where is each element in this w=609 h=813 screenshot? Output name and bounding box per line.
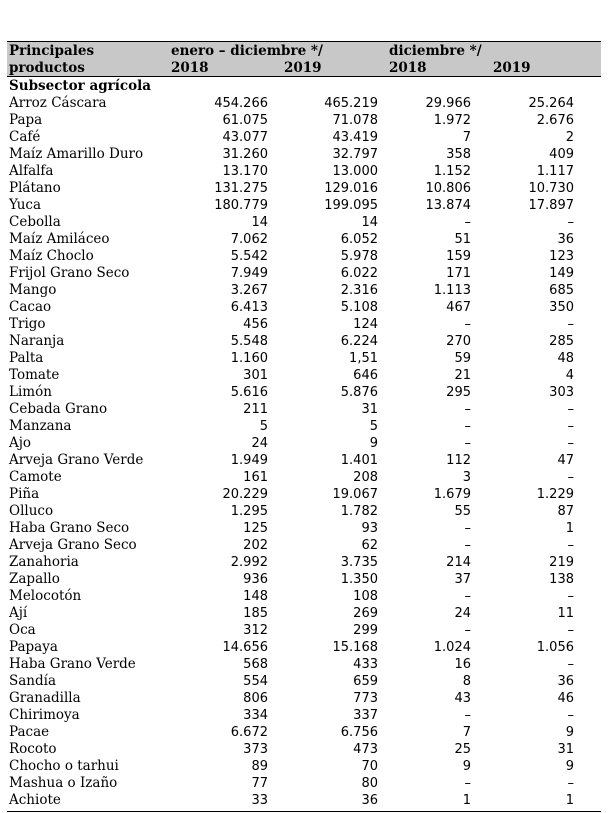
dec-2019-value: 2.676	[536, 113, 574, 128]
dec-2018-value: 270	[446, 334, 471, 349]
table-row	[7, 418, 601, 435]
header-products-line1: Principales	[9, 43, 95, 59]
product-name: Mango	[9, 282, 57, 298]
table-row	[7, 605, 601, 622]
jan-dec-2019-value: 269	[353, 606, 378, 621]
jan-dec-2018-value: 456	[243, 317, 268, 332]
dec-2018-value: –	[464, 589, 471, 604]
dec-2019-value: 11	[557, 606, 574, 621]
jan-dec-2018-value: 312	[243, 623, 268, 638]
jan-dec-2019-value: 43.419	[332, 130, 378, 145]
dec-2019-value: 9	[565, 725, 574, 740]
jan-dec-2019-value: 299	[353, 623, 378, 638]
jan-dec-2018-value: 185	[243, 606, 268, 621]
dec-2018-value: 13.874	[425, 198, 471, 213]
product-name: Haba Grano Seco	[9, 520, 130, 536]
header-year-2018-b: 2018	[389, 60, 427, 76]
dec-2018-value: 7	[462, 725, 471, 740]
production-table	[7, 41, 601, 809]
product-name: Rocoto	[9, 741, 57, 757]
dec-2018-value: 59	[454, 351, 471, 366]
table-row	[7, 214, 601, 231]
jan-dec-2018-value: 334	[243, 708, 268, 723]
table-row	[7, 367, 601, 384]
dec-2019-value: –	[567, 623, 574, 638]
product-name: Arveja Grano Seco	[9, 537, 137, 553]
jan-dec-2019-value: 6.756	[340, 725, 378, 740]
jan-dec-2019-value: 62	[361, 538, 378, 553]
jan-dec-2019-value: 70	[361, 759, 378, 774]
jan-dec-2018-value: 20.229	[222, 487, 268, 502]
table-row	[7, 758, 601, 775]
table-row	[7, 180, 601, 197]
product-name: Haba Grano Verde	[9, 656, 136, 672]
product-name: Ají	[9, 605, 28, 621]
product-name: Arroz Cáscara	[9, 95, 107, 111]
dec-2018-value: 358	[446, 147, 471, 162]
dec-2019-value: –	[567, 708, 574, 723]
jan-dec-2019-value: 1,51	[349, 351, 378, 366]
jan-dec-2018-value: 43.077	[222, 130, 268, 145]
product-name: Sandía	[9, 673, 56, 689]
dec-2018-value: –	[464, 623, 471, 638]
product-name: Chirimoya	[9, 707, 80, 723]
product-name: Maíz Choclo	[9, 248, 94, 264]
table-row	[7, 503, 601, 520]
dec-2019-value: 1.056	[536, 640, 574, 655]
table-row	[7, 350, 601, 367]
dec-2018-value: 171	[446, 266, 471, 281]
product-name: Frijol Grano Seco	[9, 265, 130, 281]
jan-dec-2019-value: 5.108	[340, 300, 378, 315]
dec-2018-value: 214	[446, 555, 471, 570]
dec-2019-value: 409	[549, 147, 574, 162]
dec-2019-value: –	[567, 215, 574, 230]
jan-dec-2019-value: 5	[369, 419, 378, 434]
table-row	[7, 741, 601, 758]
product-name: Tomate	[9, 367, 60, 383]
product-name: Achiote	[9, 792, 61, 808]
jan-dec-2018-value: 554	[243, 674, 268, 689]
product-name: Café	[9, 129, 41, 145]
jan-dec-2018-value: 1.295	[230, 504, 268, 519]
jan-dec-2018-value: 5	[259, 419, 268, 434]
dec-2018-value: –	[464, 215, 471, 230]
table-row	[7, 571, 601, 588]
jan-dec-2019-value: 36	[361, 793, 378, 808]
product-name: Camote	[9, 469, 62, 485]
header-year-2018-a: 2018	[171, 60, 209, 76]
jan-dec-2018-value: 1.160	[230, 351, 268, 366]
dec-2018-value: 25	[454, 742, 471, 757]
dec-2019-value: 17.897	[528, 198, 574, 213]
table-row	[7, 520, 601, 537]
product-name: Papaya	[9, 639, 58, 655]
dec-2018-value: –	[464, 776, 471, 791]
table-row	[7, 401, 601, 418]
jan-dec-2018-value: 373	[243, 742, 268, 757]
jan-dec-2018-value: 89	[251, 759, 268, 774]
jan-dec-2018-value: 301	[243, 368, 268, 383]
dec-2019-value: 149	[549, 266, 574, 281]
jan-dec-2018-value: 13.170	[222, 164, 268, 179]
table-row	[7, 282, 601, 299]
jan-dec-2019-value: 6.022	[340, 266, 378, 281]
jan-dec-2019-value: 1.350	[340, 572, 378, 587]
product-name: Chocho o tarhui	[9, 758, 119, 774]
dec-2018-value: 21	[454, 368, 471, 383]
jan-dec-2018-value: 33	[251, 793, 268, 808]
dec-2018-value: 16	[454, 657, 471, 672]
jan-dec-2019-value: 71.078	[332, 113, 378, 128]
dec-2019-value: 36	[557, 674, 574, 689]
dec-2019-value: 9	[565, 759, 574, 774]
dec-2019-value: 1.117	[536, 164, 574, 179]
table-row	[7, 469, 601, 486]
product-name: Cebolla	[9, 214, 61, 230]
dec-2019-value: –	[567, 589, 574, 604]
dec-2019-value: 138	[549, 572, 574, 587]
subsector-title: Subsector agrícola	[9, 78, 151, 94]
jan-dec-2018-value: 24	[251, 436, 268, 451]
table-row	[7, 775, 601, 792]
dec-2019-value: 48	[557, 351, 574, 366]
product-name: Plátano	[9, 180, 61, 196]
product-name: Manzana	[9, 418, 72, 434]
table-row	[7, 452, 601, 469]
jan-dec-2019-value: 337	[353, 708, 378, 723]
dec-2019-value: 1.229	[536, 487, 574, 502]
table-row	[7, 265, 601, 282]
dec-2019-value: –	[567, 419, 574, 434]
jan-dec-2018-value: 806	[243, 691, 268, 706]
table-row	[7, 384, 601, 401]
table-header	[7, 41, 601, 77]
dec-2019-value: –	[567, 402, 574, 417]
jan-dec-2019-value: 773	[353, 691, 378, 706]
jan-dec-2019-value: 9	[369, 436, 378, 451]
product-name: Yuca	[9, 197, 42, 213]
table-row	[7, 316, 601, 333]
table-row	[7, 333, 601, 350]
table-row	[7, 792, 601, 809]
product-name: Granadilla	[9, 690, 81, 706]
jan-dec-2019-value: 465.219	[324, 96, 378, 111]
product-name: Arveja Grano Verde	[9, 452, 144, 468]
jan-dec-2019-value: 124	[353, 317, 378, 332]
product-name: Olluco	[9, 503, 54, 519]
product-name: Limón	[9, 384, 52, 400]
jan-dec-2018-value: 31.260	[222, 147, 268, 162]
jan-dec-2019-value: 31	[361, 402, 378, 417]
dec-2019-value: 2	[565, 130, 574, 145]
jan-dec-2019-value: 659	[353, 674, 378, 689]
jan-dec-2019-value: 93	[361, 521, 378, 536]
dec-2019-value: 36	[557, 232, 574, 247]
jan-dec-2019-value: 14	[361, 215, 378, 230]
dec-2018-value: 3	[462, 470, 471, 485]
dec-2019-value: –	[567, 436, 574, 451]
dec-2019-value: 1	[565, 793, 574, 808]
table-row	[7, 622, 601, 639]
dec-2018-value: –	[464, 521, 471, 536]
dec-2018-value: –	[464, 708, 471, 723]
table-row	[7, 690, 601, 707]
dec-2019-value: 46	[557, 691, 574, 706]
table-row	[7, 163, 601, 180]
dec-2018-value: 9	[462, 759, 471, 774]
dec-2018-value: 159	[446, 249, 471, 264]
jan-dec-2018-value: 6.413	[230, 300, 268, 315]
table-row	[7, 146, 601, 163]
product-name: Zapallo	[9, 571, 60, 587]
table-row	[7, 656, 601, 673]
jan-dec-2019-value: 199.095	[324, 198, 378, 213]
dec-2018-value: 295	[446, 385, 471, 400]
dec-2018-value: 55	[454, 504, 471, 519]
jan-dec-2019-value: 80	[361, 776, 378, 791]
jan-dec-2019-value: 1.782	[340, 504, 378, 519]
header-group-dec: diciembre */	[389, 43, 482, 59]
dec-2018-value: 467	[446, 300, 471, 315]
dec-2018-value: 10.806	[425, 181, 471, 196]
jan-dec-2019-value: 108	[353, 589, 378, 604]
jan-dec-2018-value: 7.949	[230, 266, 268, 281]
dec-2018-value: 1.152	[433, 164, 471, 179]
table-row	[7, 129, 601, 146]
table-row	[7, 588, 601, 605]
product-name: Ajo	[9, 435, 32, 451]
dec-2019-value: –	[567, 538, 574, 553]
dec-2019-value: 350	[549, 300, 574, 315]
dec-2018-value: –	[464, 402, 471, 417]
dec-2018-value: 1.679	[433, 487, 471, 502]
product-name: Zanahoria	[9, 554, 79, 570]
dec-2019-value: 4	[565, 368, 574, 383]
dec-2019-value: 285	[549, 334, 574, 349]
dec-2019-value: 10.730	[528, 181, 574, 196]
dec-2018-value: 37	[454, 572, 471, 587]
dec-2018-value: 51	[454, 232, 471, 247]
product-name: Alfalfa	[9, 163, 54, 179]
dec-2019-value: 303	[549, 385, 574, 400]
dec-2019-value: –	[567, 317, 574, 332]
dec-2018-value: –	[464, 317, 471, 332]
jan-dec-2019-value: 15.168	[332, 640, 378, 655]
product-name: Cacao	[9, 299, 52, 315]
jan-dec-2019-value: 5.876	[340, 385, 378, 400]
jan-dec-2018-value: 568	[243, 657, 268, 672]
jan-dec-2019-value: 5.978	[340, 249, 378, 264]
dec-2019-value: 685	[549, 283, 574, 298]
jan-dec-2019-value: 473	[353, 742, 378, 757]
table-row	[7, 486, 601, 503]
dec-2019-value: 25.264	[528, 96, 574, 111]
jan-dec-2018-value: 2.992	[230, 555, 268, 570]
dec-2019-value: 47	[557, 453, 574, 468]
table-row	[7, 554, 601, 571]
dec-2019-value: –	[567, 657, 574, 672]
table-body	[7, 95, 601, 809]
table-row	[7, 95, 601, 112]
dec-2018-value: 8	[462, 674, 471, 689]
jan-dec-2019-value: 19.067	[332, 487, 378, 502]
jan-dec-2019-value: 6.224	[340, 334, 378, 349]
header-year-2019-a: 2019	[284, 60, 322, 76]
product-name: Mashua o Izaño	[9, 775, 118, 791]
header-year-2019-b: 2019	[493, 60, 531, 76]
product-name: Trigo	[9, 316, 46, 332]
header-group-jan-dec: enero – diciembre */	[171, 43, 323, 59]
header-products-line2: productos	[9, 60, 85, 76]
product-name: Oca	[9, 622, 36, 638]
table-row	[7, 299, 601, 316]
product-name: Maíz Amarillo Duro	[9, 146, 144, 162]
jan-dec-2019-value: 6.052	[340, 232, 378, 247]
table-row	[7, 537, 601, 554]
jan-dec-2018-value: 936	[243, 572, 268, 587]
dec-2018-value: –	[464, 419, 471, 434]
jan-dec-2018-value: 131.275	[214, 181, 268, 196]
jan-dec-2019-value: 433	[353, 657, 378, 672]
jan-dec-2018-value: 202	[243, 538, 268, 553]
dec-2019-value: 1	[565, 521, 574, 536]
jan-dec-2018-value: 1.949	[230, 453, 268, 468]
dec-2018-value: 1.024	[433, 640, 471, 655]
jan-dec-2018-value: 125	[243, 521, 268, 536]
product-name: Pacae	[9, 724, 50, 740]
jan-dec-2019-value: 13.000	[332, 164, 378, 179]
table-row	[7, 724, 601, 741]
dec-2019-value: –	[567, 776, 574, 791]
dec-2019-value: 31	[557, 742, 574, 757]
dec-2018-value: –	[464, 538, 471, 553]
bottom-rule	[7, 811, 601, 812]
product-name: Maíz Amiláceo	[9, 231, 110, 247]
table-row	[7, 197, 601, 214]
table-row	[7, 435, 601, 452]
product-name: Palta	[9, 350, 44, 366]
jan-dec-2018-value: 5.548	[230, 334, 268, 349]
dec-2019-value: 123	[549, 249, 574, 264]
dec-2018-value: 1.113	[433, 283, 471, 298]
dec-2018-value: 43	[454, 691, 471, 706]
jan-dec-2019-value: 2.316	[340, 283, 378, 298]
product-name: Melocotón	[9, 588, 82, 604]
dec-2019-value: –	[567, 470, 574, 485]
product-name: Naranja	[9, 333, 65, 349]
jan-dec-2018-value: 77	[251, 776, 268, 791]
jan-dec-2018-value: 14	[251, 215, 268, 230]
jan-dec-2019-value: 1.401	[340, 453, 378, 468]
dec-2018-value: 112	[446, 453, 471, 468]
dec-2018-value: 24	[454, 606, 471, 621]
table-row	[7, 639, 601, 656]
jan-dec-2018-value: 3.267	[230, 283, 268, 298]
dec-2018-value: –	[464, 436, 471, 451]
jan-dec-2019-value: 32.797	[332, 147, 378, 162]
jan-dec-2018-value: 5.542	[230, 249, 268, 264]
table-row	[7, 231, 601, 248]
dec-2019-value: 219	[549, 555, 574, 570]
jan-dec-2018-value: 61.075	[222, 113, 268, 128]
dec-2019-value: 87	[557, 504, 574, 519]
jan-dec-2018-value: 14.656	[222, 640, 268, 655]
jan-dec-2018-value: 148	[243, 589, 268, 604]
jan-dec-2019-value: 208	[353, 470, 378, 485]
dec-2018-value: 7	[462, 130, 471, 145]
dec-2018-value: 29.966	[425, 96, 471, 111]
jan-dec-2019-value: 646	[353, 368, 378, 383]
jan-dec-2018-value: 6.672	[230, 725, 268, 740]
jan-dec-2018-value: 7.062	[230, 232, 268, 247]
dec-2018-value: 1	[462, 793, 471, 808]
table-row	[7, 707, 601, 724]
product-name: Cebada Grano	[9, 401, 108, 417]
dec-2018-value: 1.972	[433, 113, 471, 128]
jan-dec-2018-value: 180.779	[214, 198, 268, 213]
jan-dec-2018-value: 5.616	[230, 385, 268, 400]
table-row	[7, 248, 601, 265]
jan-dec-2018-value: 211	[243, 402, 268, 417]
jan-dec-2018-value: 161	[243, 470, 268, 485]
product-name: Papa	[9, 112, 43, 128]
table-row	[7, 673, 601, 690]
jan-dec-2019-value: 129.016	[324, 181, 378, 196]
table-row	[7, 112, 601, 129]
product-name: Piña	[9, 486, 40, 502]
jan-dec-2018-value: 454.266	[214, 96, 268, 111]
jan-dec-2019-value: 3.735	[340, 555, 378, 570]
